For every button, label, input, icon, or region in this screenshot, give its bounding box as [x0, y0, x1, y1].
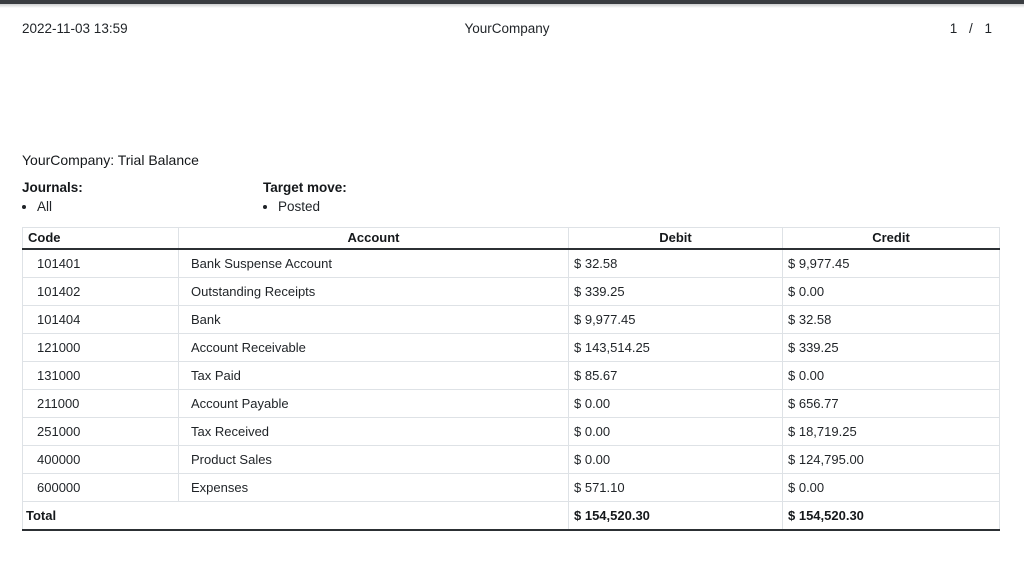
- debit-cell: $ 143,514.25: [569, 334, 783, 362]
- document-header: [22, 21, 992, 36]
- account-cell: Account Payable: [179, 390, 569, 418]
- code-cell: 600000: [23, 474, 179, 502]
- total-label: Total: [23, 502, 569, 531]
- table-row: [23, 474, 1000, 502]
- table-row: [23, 446, 1000, 474]
- table-row: [23, 362, 1000, 390]
- debit-cell: $ 85.67: [569, 362, 783, 390]
- table-row: [23, 418, 1000, 446]
- filter-target-move-label: Target move:: [263, 180, 347, 195]
- filter-target-move-values: [263, 198, 504, 216]
- report-filters: [22, 180, 504, 216]
- column-header-account: Account: [179, 228, 569, 250]
- credit-cell: $ 0.00: [783, 474, 1000, 502]
- debit-cell: $ 339.25: [569, 278, 783, 306]
- credit-cell: $ 656.77: [783, 390, 1000, 418]
- page-indicator: 1 / 1: [949, 21, 992, 36]
- code-cell: 121000: [23, 334, 179, 362]
- table-row: [23, 390, 1000, 418]
- table-row: [23, 334, 1000, 362]
- report-title: YourCompany: Trial Balance: [22, 152, 199, 168]
- code-cell: 400000: [23, 446, 179, 474]
- code-cell: 131000: [23, 362, 179, 390]
- table-header: [23, 228, 1000, 250]
- account-cell: Outstanding Receipts: [179, 278, 569, 306]
- trial-balance-table: [22, 227, 1000, 531]
- account-cell: Expenses: [179, 474, 569, 502]
- table-row: [23, 249, 1000, 278]
- credit-cell: $ 0.00: [783, 362, 1000, 390]
- code-cell: 101404: [23, 306, 179, 334]
- credit-cell: $ 339.25: [783, 334, 1000, 362]
- column-header-debit: Debit: [569, 228, 783, 250]
- filter-target-move-value: • Posted: [278, 198, 504, 216]
- code-cell: 101401: [23, 249, 179, 278]
- credit-cell: $ 18,719.25: [783, 418, 1000, 446]
- account-cell: Tax Received: [179, 418, 569, 446]
- print-date: 2022-11-03 13:59: [22, 21, 128, 36]
- filter-journals-value: • All: [37, 198, 263, 216]
- filter-journals-label: Journals:: [22, 180, 83, 195]
- code-cell: 101402: [23, 278, 179, 306]
- table-body: [23, 249, 1000, 502]
- table-row: [23, 306, 1000, 334]
- credit-cell: $ 124,795.00: [783, 446, 1000, 474]
- debit-cell: $ 0.00: [569, 390, 783, 418]
- column-header-credit: Credit: [783, 228, 1000, 250]
- table-header-row: [23, 228, 1000, 250]
- table-footer: [23, 502, 1000, 531]
- account-cell: Bank Suspense Account: [179, 249, 569, 278]
- debit-cell: $ 32.58: [569, 249, 783, 278]
- company-name: YourCompany: [464, 21, 550, 36]
- code-cell: 211000: [23, 390, 179, 418]
- debit-cell: $ 0.00: [569, 418, 783, 446]
- column-header-code: Code: [23, 228, 179, 250]
- filter-target-move: [263, 180, 504, 216]
- debit-cell: $ 571.10: [569, 474, 783, 502]
- table-row: [23, 278, 1000, 306]
- account-cell: Bank: [179, 306, 569, 334]
- account-cell: Tax Paid: [179, 362, 569, 390]
- debit-cell: $ 9,977.45: [569, 306, 783, 334]
- account-cell: Product Sales: [179, 446, 569, 474]
- page-top-bar: [0, 0, 1024, 4]
- filter-journals: [22, 180, 263, 216]
- code-cell: 251000: [23, 418, 179, 446]
- total-row: [23, 502, 1000, 531]
- debit-cell: $ 0.00: [569, 446, 783, 474]
- credit-cell: $ 0.00: [783, 278, 1000, 306]
- credit-cell: $ 9,977.45: [783, 249, 1000, 278]
- credit-cell: $ 32.58: [783, 306, 1000, 334]
- filter-journals-values: [22, 198, 263, 216]
- total-debit: $ 154,520.30: [569, 502, 783, 531]
- account-cell: Account Receivable: [179, 334, 569, 362]
- total-credit: $ 154,520.30: [783, 502, 1000, 531]
